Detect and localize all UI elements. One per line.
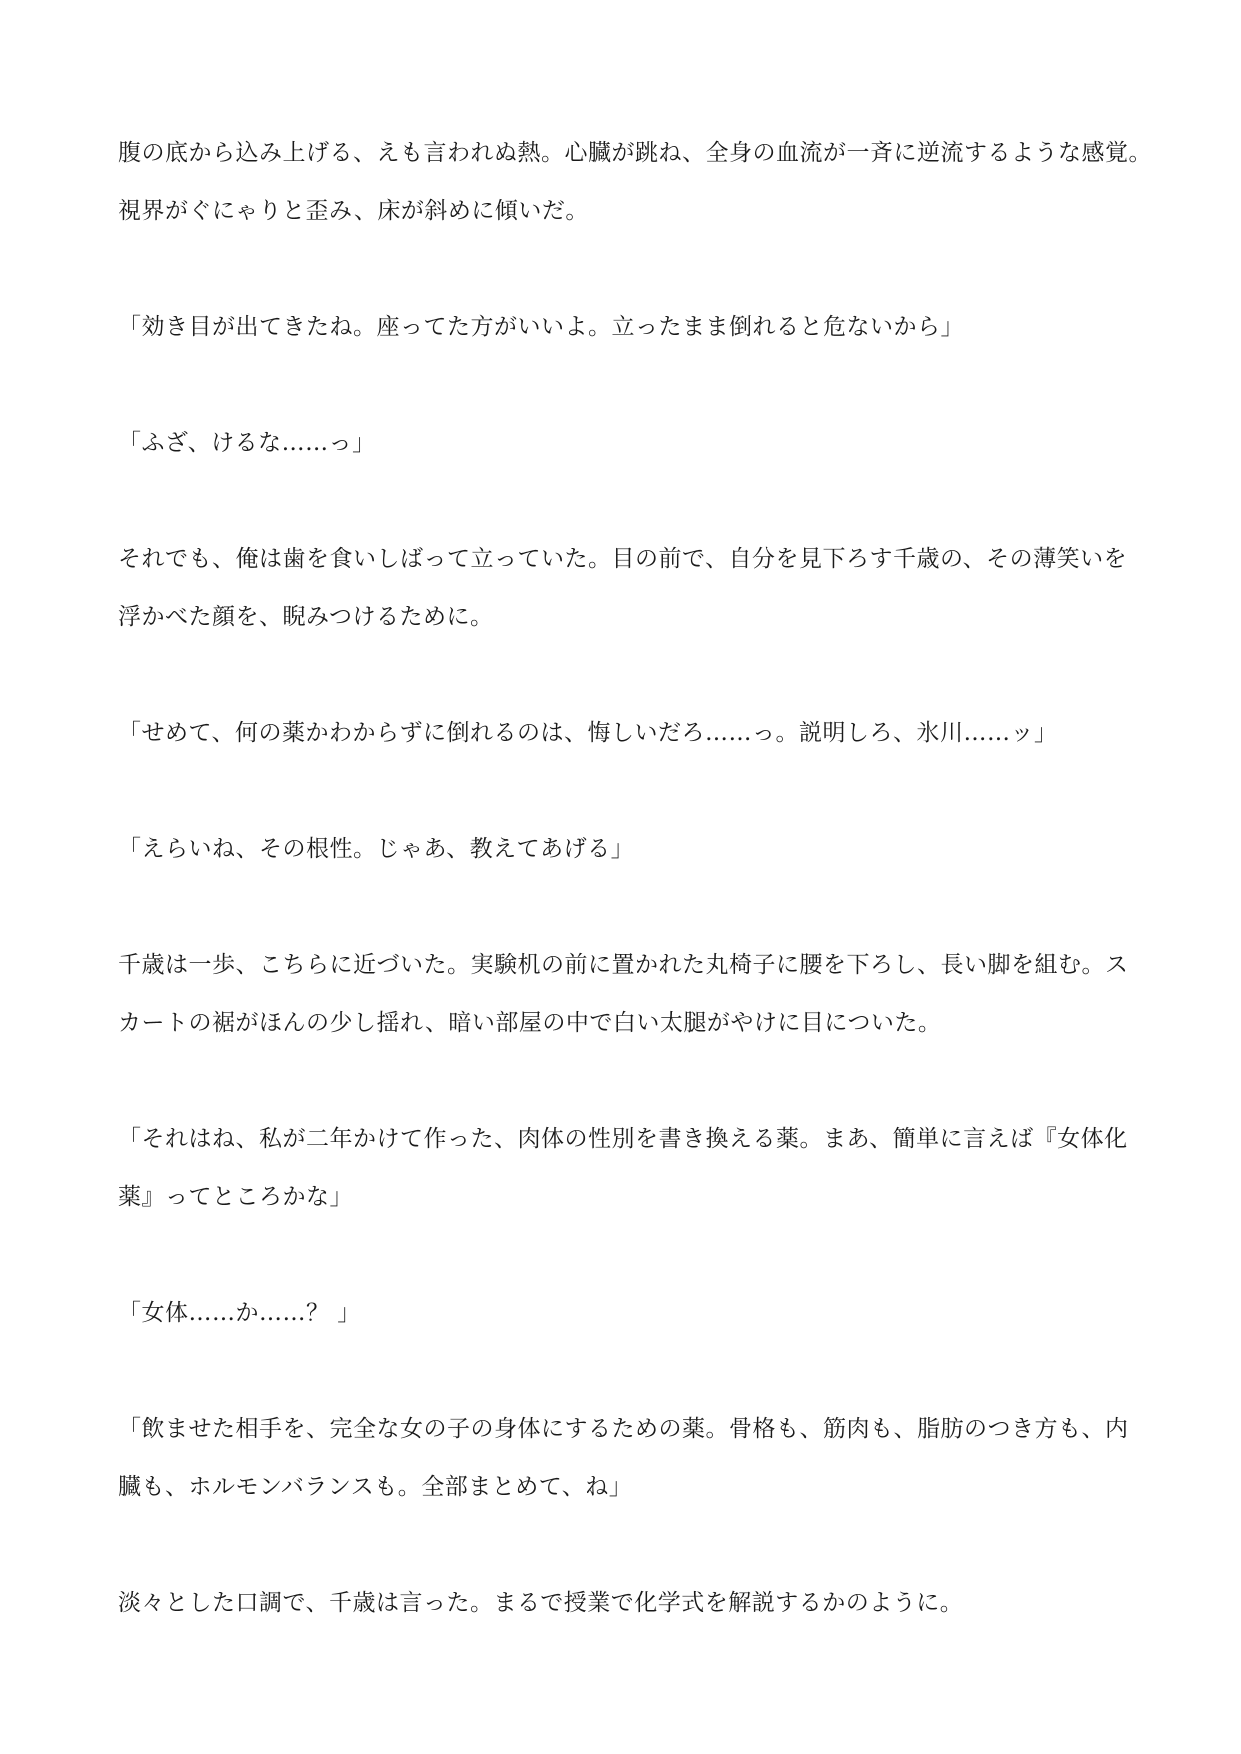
text-line: 「女体……か……？ 」 (118, 1300, 361, 1326)
text-line: 淡々とした口調で、千歳は言った。まるで授業で化学式を解説するかのように。 (118, 1590, 964, 1616)
paragraph (118, 704, 1128, 762)
paragraph (118, 1574, 1128, 1632)
text-line: 臓も、ホルモンバランスも。全部まとめて、ね」 (118, 1474, 633, 1500)
text-line: 「えらいね、その根性。じゃあ、教えてあげる」 (118, 836, 635, 862)
paragraph (118, 530, 1128, 646)
paragraph (118, 1110, 1128, 1226)
text-line: 浮かべた顔を、睨みつけるために。 (118, 604, 494, 630)
paragraph (118, 936, 1128, 1052)
text-line: それでも、俺は歯を食いしばって立っていた。目の前で、自分を見下ろす千歳の、その薄笑いを (118, 546, 1128, 572)
paragraph (118, 298, 1128, 356)
paragraph (118, 124, 1152, 240)
text-line: 千歳は一歩、こちらに近づいた。実験机の前に置かれた丸椅子に腰を下ろし、長い脚を組む。ス (118, 952, 1129, 978)
paragraph (118, 1400, 1128, 1516)
text-line: 「それはね、私が二年かけて作った、肉体の性別を書き換える薬。まあ、簡単に言えば『女体化 (118, 1126, 1128, 1152)
text-line: 薬』ってところかな」 (118, 1184, 353, 1210)
text-line: 腹の底から込み上げる、えも言われぬ熱。心臓が跳ね、全身の血流が一斉に逆流するような感覚。 (118, 140, 1152, 166)
paragraph (118, 1284, 1128, 1342)
text-line: 視界がぐにゃりと歪み、床が斜めに傾いだ。 (118, 198, 589, 224)
text-line: カートの裾がほんの少し揺れ、暗い部屋の中で白い太腿がやけに目についた。 (118, 1010, 942, 1036)
text-line: 「せめて、何の薬かわからずに倒れるのは、悔しいだろ……っ。説明しろ、氷川……ッ」 (118, 720, 1058, 746)
text-line: 「飲ませた相手を、完全な女の子の身体にするための薬。骨格も、筋肉も、脂肪のつき方も、内 (118, 1416, 1129, 1442)
text-body (118, 124, 1152, 1690)
paragraph (118, 414, 1128, 472)
text-line: 「ふざ、けるな……っ」 (118, 430, 376, 456)
paragraph (118, 820, 1128, 878)
text-line: 「効き目が出てきたね。座ってた方がいいよ。立ったまま倒れると危ないから」 (118, 314, 964, 340)
